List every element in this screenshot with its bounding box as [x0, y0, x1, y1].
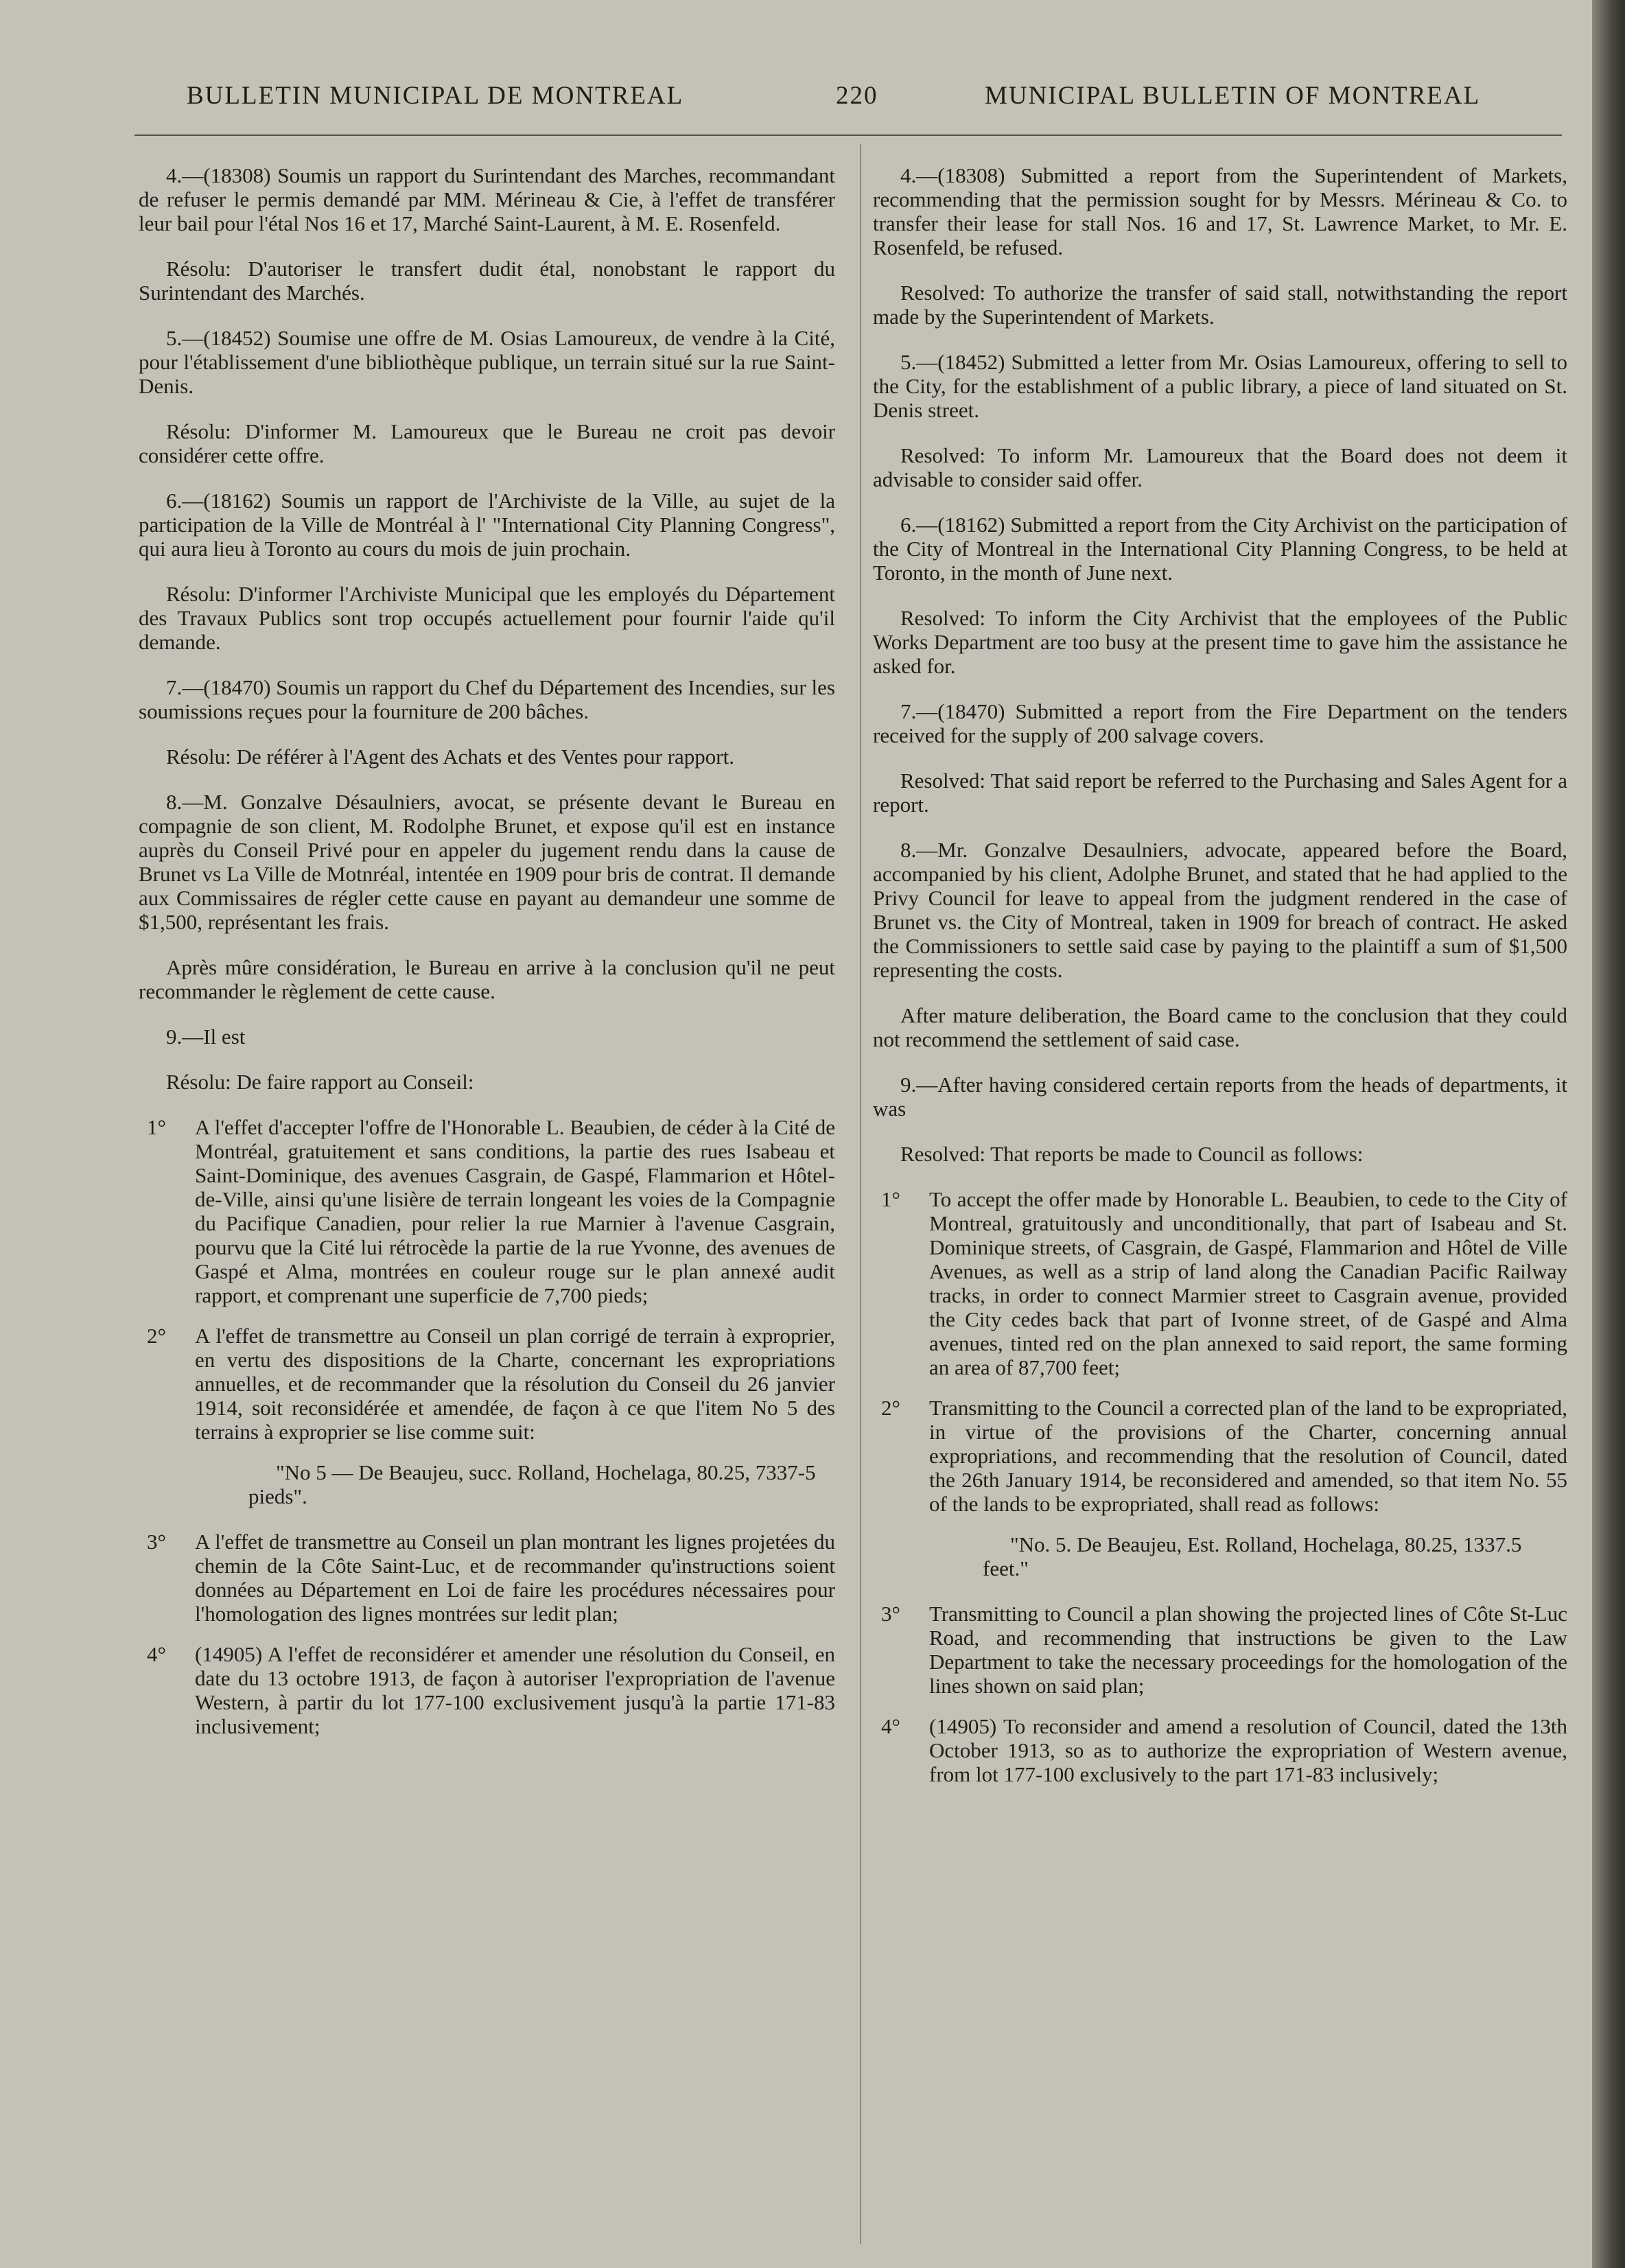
en-item-2 [873, 1396, 1567, 1516]
fr-paragraph-9: 9.—Il est [166, 1025, 246, 1049]
en-quote: "No. 5. De Beaujeu, Est. Rolland, Hochelaga, 80.25, 1337.5 feet." [983, 1532, 1522, 1580]
fr-resolution-4: Résolu: D'autoriser le transfert dudit étal, nonobstant le rapport du Surintendant des Marchés. [139, 257, 835, 305]
header-english-title: MUNICIPAL BULLETIN OF MONTREAL [985, 82, 1481, 110]
fr-resolution-7: Résolu: De référer à l'Agent des Achats et des Ventes pour rapport. [166, 745, 734, 769]
fr-item-text: A l'effet d'accepter l'offre de l'Honorable L. Beaubien, de céder à la Cité de Montréal, gratuitement et sans conditions, la partie des rues Isabeau et Saint-Dominique, des avenues Casgrain, de Gaspé, Flammarion et Hôtel-de-Ville, ainsi qu'une lisière de terrain longeant les voies de la Compagnie du Pacifique Canadien, pour relier la rue Marnier à l'avenue Casgrain, pourvu que la Cité lui rétrocède la partie de la rue Yvonne, des avenues de Gaspé et Alma, montrées en couleur rouge sur le plan annexé audit rapport, et comprenant une superficie de 7,700 pieds; [195, 1115, 835, 1307]
fr-conclusion-8: Après mûre considération, le Bureau en arrive à la conclusion qu'il ne peut recommander le règlement de cette cause. [139, 955, 835, 1003]
fr-resolution-6: Résolu: D'informer l'Archiviste Municipal que les employés du Département des Travaux Publics sont trop occupés actuellement pour fournir l'aide qu'il demande. [139, 582, 835, 654]
fr-item-number: 2° [147, 1324, 166, 1348]
en-paragraph-7: 7.—(18470) Submitted a report from the Fire Department on the tenders received for the supply of 200 salvage covers. [873, 699, 1567, 747]
fr-paragraph-7: 7.—(18470) Soumis un rapport du Chef du Département des Incendies, sur les soumissions reçues pour la fourniture de 200 bâches. [139, 675, 835, 723]
page-number: 220 [836, 82, 878, 110]
fr-paragraph-6: 6.—(18162) Soumis un rapport de l'Archiviste de la Ville, au sujet de la participation de la Ville de Montréal à l' "International City Planning Congress", qui aura lieu à Toronto au cours du mois de juin prochain. [139, 489, 835, 561]
fr-paragraph-5: 5.—(18452) Soumise une offre de M. Osias Lamoureux, de vendre à la Cité, pour l'établissement d'une bibliothèque publique, un terrain situé sur la rue Saint-Denis. [139, 326, 835, 398]
english-column [873, 163, 1567, 1803]
fr-item-3 [139, 1530, 835, 1626]
en-item-number: 2° [881, 1396, 900, 1420]
fr-resolution-9: Résolu: De faire rapport au Conseil: [166, 1070, 474, 1094]
en-item-text: (14905) To reconsider and amend a resolution of Council, dated the 13th October 1913, so as to authorize the expropriation of Western avenue, from lot 177-100 exclusively to the part 171-83 inclusively; [929, 1714, 1567, 1786]
en-paragraph-8: 8.—Mr. Gonzalve Desaulniers, advocate, appeared before the Board, accompanied by his client, Adolphe Brunet, and stated that he had applied to the Privy Council for leave to appeal from the judgment rendered in the case of Brunet vs. the City of Montreal, taken in 1909 for breach of contract. He asked the Commissioners to settle said case by paying to the plaintiff a sum of $1,500 representing the costs. [873, 838, 1567, 982]
en-paragraph-9: 9.—After having considered certain reports from the heads of departments, it was [873, 1073, 1567, 1121]
en-paragraph-4: 4.—(18308) Submitted a report from the Superintendent of Markets, recommending that the permission sought for by Messrs. Mérineau & Co. to transfer their lease for stall Nos. 16 and 17, St. Lawrence Market, to Mr. E. Rosenfeld, be refused. [873, 163, 1567, 259]
en-resolution-9: Resolved: That reports be made to Council as follows: [900, 1142, 1364, 1166]
fr-quote: "No 5 — De Beaujeu, succ. Rolland, Hochelaga, 80.25, 7337-5 pieds". [248, 1460, 816, 1508]
fr-paragraph-8: 8.—M. Gonzalve Désaulniers, avocat, se présente devant le Bureau en compagnie de son client, M. Rodolphe Brunet, et expose qu'il est en instance auprès du Conseil Privé pour en appeler du jugement rendu dans la cause de Brunet vs La Ville de Motnréal, intentée en 1909 pour bris de contrat. Il demande aux Commissaires de régler cette cause en payant au demandeur une somme de $1,500, représentant les frais. [139, 790, 835, 934]
en-resolution-6: Resolved: To inform the City Archivist that the employees of the Public Works Department are too busy at the present time to gave him the assistance he asked for. [873, 606, 1567, 678]
fr-item-text: A l'effet de transmettre au Conseil un plan corrigé de terrain à exproprier, en vertu des dispositions de la Charte, concernant les expropriations annuelles, et de recommander que la résolution du Conseil du 26 janvier 1914, soit reconsidérée et amendée, de façon à ce que l'item No 5 des terrains à exproprier se lise comme suit: [195, 1324, 835, 1444]
en-item-number: 3° [881, 1602, 900, 1626]
en-item-4 [873, 1714, 1567, 1786]
fr-item-text: A l'effet de transmettre au Conseil un plan montrant les lignes projetées du chemin de la Côte Saint-Luc, et de recommander qu'instructions soient données au Département en Loi de faire les procédures nécessaires pour l'homologation des lignes montrées sur ledit plan; [195, 1530, 835, 1626]
page-header [0, 81, 1578, 122]
fr-item-4 [139, 1642, 835, 1738]
en-paragraph-6: 6.—(18162) Submitted a report from the City Archivist on the participation of the City of Montreal in the International City Planning Congress, to be held at Toronto, in the month of June next. [873, 513, 1567, 585]
fr-resolution-5: Résolu: D'informer M. Lamoureux que le Bureau ne croit pas devoir considérer cette offre. [139, 419, 835, 467]
fr-item-1 [139, 1115, 835, 1307]
en-item-text: Transmitting to Council a plan showing the projected lines of Côte St-Luc Road, and recommending that instructions be given to the Law Department to take the necessary proceedings for the homologation of the lines shown on said plan; [929, 1602, 1567, 1698]
scan-edge [1592, 0, 1625, 2268]
fr-item-2 [139, 1324, 835, 1444]
en-conclusion-8: After mature deliberation, the Board came to the conclusion that they could not recommend the settlement of said case. [873, 1003, 1567, 1051]
en-resolution-7: Resolved: That said report be referred to the Purchasing and Sales Agent for a report. [873, 769, 1567, 817]
fr-item-number: 4° [147, 1642, 166, 1666]
fr-item-text: (14905) A l'effet de reconsidérer et amender une résolution du Conseil, en date du 13 octobre 1913, de façon à autoriser l'expropriation de l'avenue Western, à partir du lot 177-100 exclusivement jusqu'à la partie 171-83 inclusivement; [195, 1642, 835, 1738]
header-rule [135, 135, 1562, 136]
column-divider [860, 144, 861, 2244]
french-column [139, 163, 835, 1755]
en-item-text: To accept the offer made by Honorable L. Beaubien, to cede to the City of Montreal, gratuitously and unconditionally, that part of Isabeau and St. Dominique streets, of Casgrain, de Gaspé, Flammarion and Hôtel de Ville Avenues, as well as a strip of land along the Canadian Pacific Railway tracks, in order to connect Marmier street to Casgrain avenue, provided the City cedes back that part of Ivonne street, of de Gaspé and Alma avenues, tinted red on the plan annexed to said report, the same forming an area of 87,700 feet; [929, 1187, 1567, 1379]
fr-item-number: 3° [147, 1530, 166, 1554]
fr-paragraph-4: 4.—(18308) Soumis un rapport du Surintendant des Marches, recommandant de refuser le permis demandé par MM. Mérineau & Cie, à l'effet de transférer leur bail pour l'étal Nos 16 et 17, Marché Saint-Laurent, à M. E. Rosenfeld. [139, 163, 835, 235]
en-item-number: 1° [881, 1187, 900, 1211]
en-item-1 [873, 1187, 1567, 1379]
en-resolution-4: Resolved: To authorize the transfer of said stall, notwithstanding the report made by the Superintendent of Markets. [873, 281, 1567, 329]
en-item-number: 4° [881, 1714, 900, 1738]
en-item-text: Transmitting to the Council a corrected plan of the land to be expropriated, in virtue of the provisions of the Charter, concerning annual expropriations, and recommending that the resolution of Council, dated the 26th January 1914, be reconsidered and amended, so that item No. 55 of the lands to be expropriated, shall read as follows: [929, 1396, 1567, 1516]
en-paragraph-5: 5.—(18452) Submitted a letter from Mr. Osias Lamoureux, offering to sell to the City, for the establishment of a public library, a piece of land situated on St. Denis street. [873, 350, 1567, 422]
header-french-title: BULLETIN MUNICIPAL DE MONTREAL [187, 82, 684, 110]
en-resolution-5: Resolved: To inform Mr. Lamoureux that the Board does not deem it advisable to consider said offer. [873, 443, 1567, 491]
en-item-3 [873, 1602, 1567, 1698]
fr-item-number: 1° [147, 1115, 166, 1139]
